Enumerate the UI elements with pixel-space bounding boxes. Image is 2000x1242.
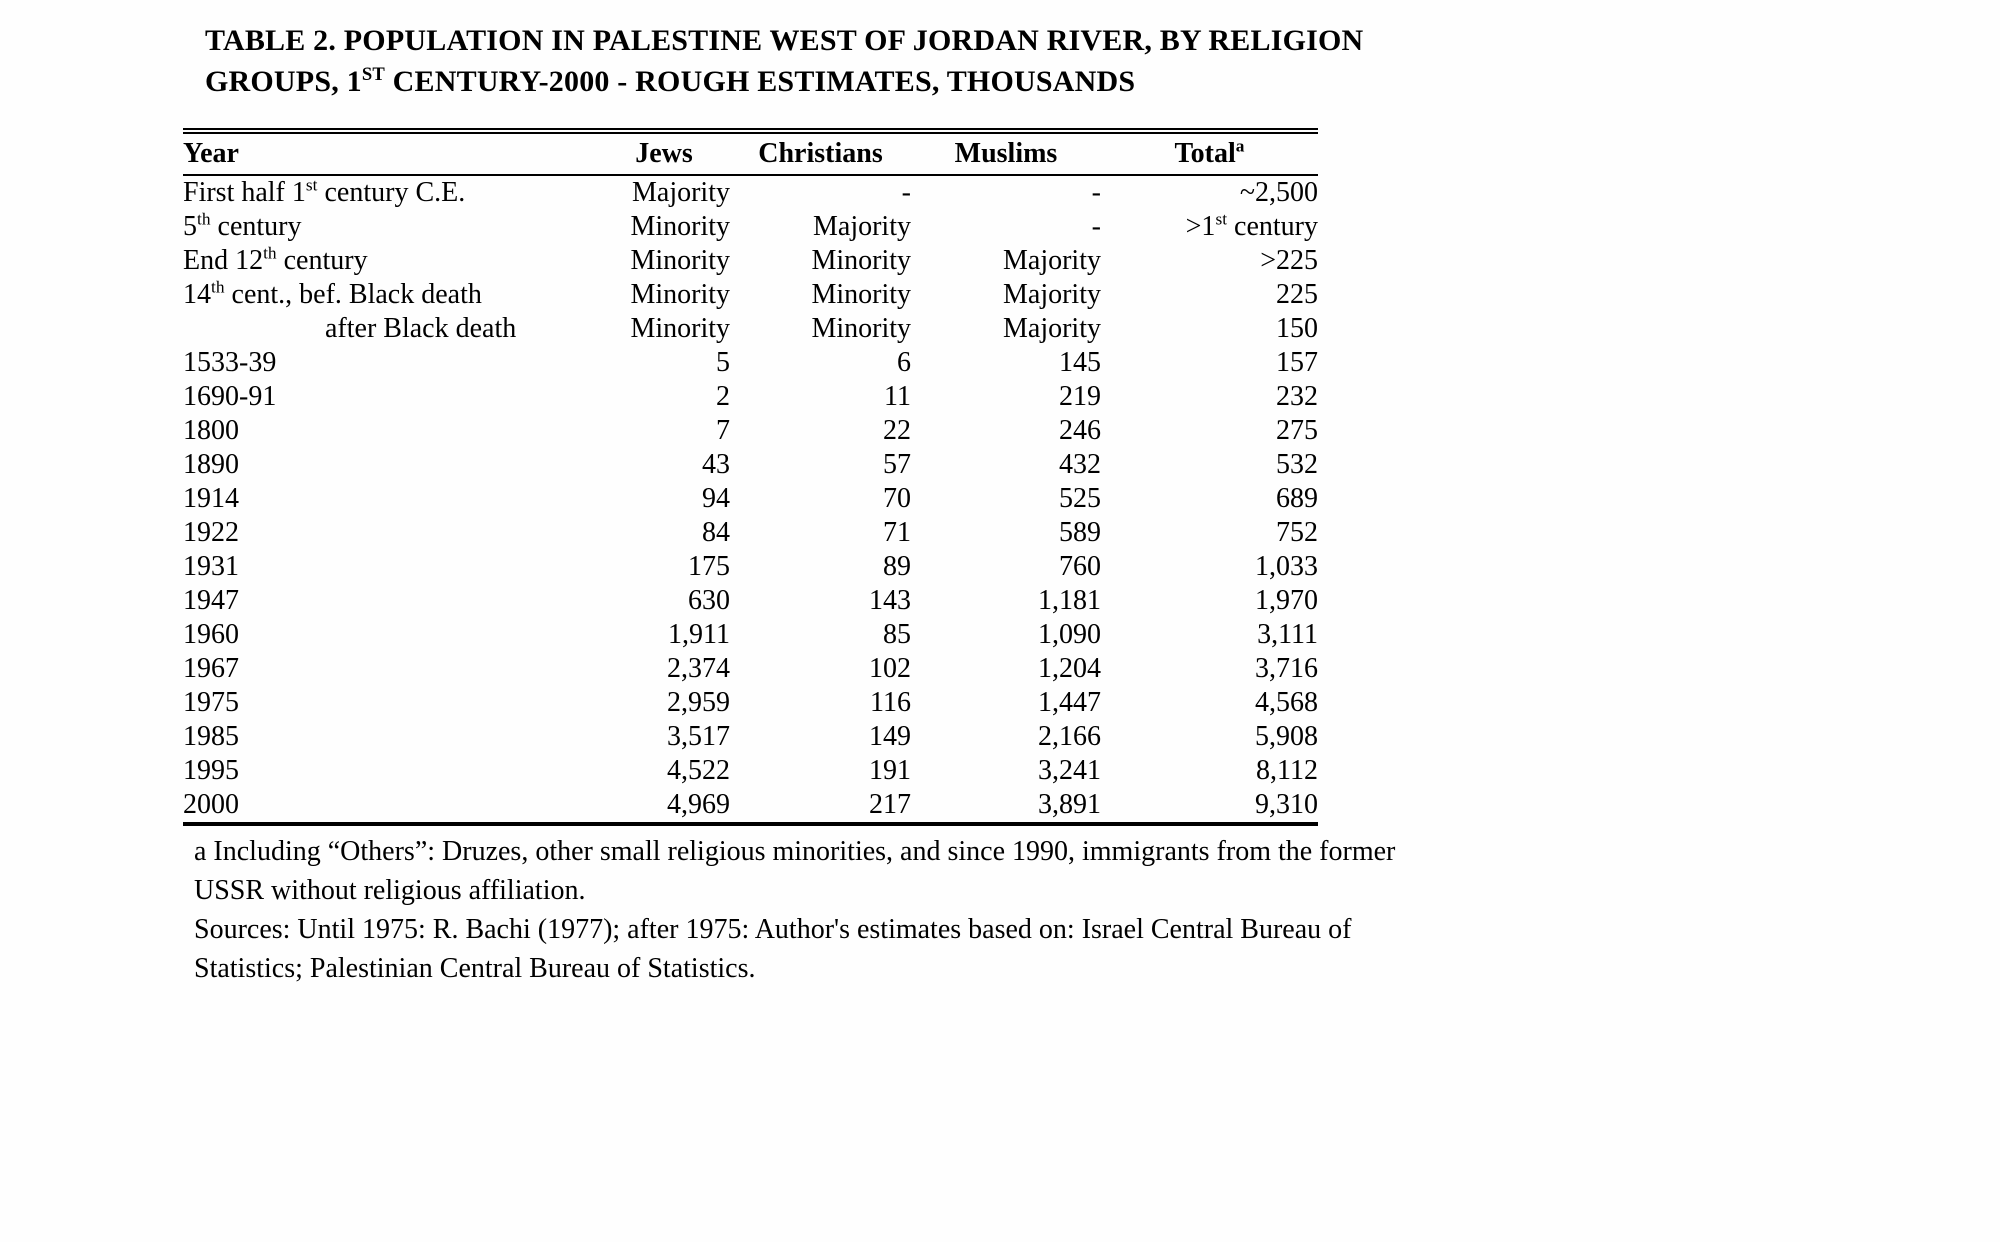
year-cell: End 12th century xyxy=(183,243,368,276)
christians-cell: 191 xyxy=(869,755,911,786)
jews-cell: Majority xyxy=(632,177,730,208)
col-header-year: Year xyxy=(183,138,239,169)
christians-cell: - xyxy=(901,177,911,208)
year-cell: 1922 xyxy=(183,517,239,548)
table-row xyxy=(183,414,1318,448)
jews-cell: Minority xyxy=(630,279,730,310)
total-cell: 232 xyxy=(1276,381,1318,412)
total-cell: >1st century xyxy=(1185,209,1318,242)
total-cell: 275 xyxy=(1276,415,1318,446)
christians-cell: Majority xyxy=(813,211,911,242)
jews-cell: 2 xyxy=(716,381,730,412)
table-row xyxy=(183,652,1318,686)
muslims-cell: 1,181 xyxy=(1038,585,1101,616)
population-table xyxy=(183,128,1318,826)
table-row xyxy=(183,584,1318,618)
total-cell: 9,310 xyxy=(1255,789,1318,820)
jews-cell: 7 xyxy=(716,415,730,446)
year-cell: after Black death xyxy=(325,313,517,344)
muslims-cell: 3,241 xyxy=(1038,755,1101,786)
table-row xyxy=(183,516,1318,550)
table-row xyxy=(183,618,1318,652)
christians-cell: 89 xyxy=(883,551,911,582)
muslims-cell: - xyxy=(1091,177,1101,208)
muslims-cell: 3,891 xyxy=(1038,789,1101,820)
total-cell: 3,111 xyxy=(1257,619,1318,650)
total-cell: 1,033 xyxy=(1255,551,1318,582)
total-cell: 532 xyxy=(1276,449,1318,480)
total-cell: 8,112 xyxy=(1256,755,1318,786)
jews-cell: 2,959 xyxy=(667,687,730,718)
jews-cell: 175 xyxy=(688,551,730,582)
year-cell: 1533-39 xyxy=(183,347,277,378)
jews-cell: 5 xyxy=(716,347,730,378)
table-row xyxy=(183,346,1318,380)
christians-cell: 85 xyxy=(883,619,911,650)
jews-cell: 3,517 xyxy=(667,721,730,752)
muslims-cell: Majority xyxy=(1003,245,1101,276)
christians-cell: Minority xyxy=(811,245,911,276)
muslims-cell: 1,447 xyxy=(1038,687,1101,718)
table-row xyxy=(183,686,1318,720)
footnotes-block xyxy=(194,832,1439,988)
year-cell: 2000 xyxy=(183,789,239,820)
total-cell: 150 xyxy=(1276,313,1318,344)
christians-cell: 11 xyxy=(884,381,911,412)
table-row xyxy=(183,788,1318,824)
christians-cell: 143 xyxy=(869,585,911,616)
table-row xyxy=(183,175,1318,210)
total-cell: 3,716 xyxy=(1255,653,1318,684)
year-cell: 1967 xyxy=(183,653,239,684)
table-row xyxy=(183,550,1318,584)
jews-cell: 94 xyxy=(702,483,730,514)
muslims-cell: 525 xyxy=(1059,483,1101,514)
year-cell: 1690-91 xyxy=(183,381,277,412)
col-header-muslims: Muslims xyxy=(954,138,1058,169)
year-cell: 1800 xyxy=(183,415,239,446)
christians-cell: 102 xyxy=(869,653,911,684)
col-header-total: Total$^a$ xyxy=(1174,136,1245,169)
muslims-cell: 219 xyxy=(1059,381,1101,412)
jews-cell: 4,969 xyxy=(667,789,730,820)
table-row xyxy=(183,754,1318,788)
total-cell: 689 xyxy=(1276,483,1318,514)
christians-cell: Minority xyxy=(811,279,911,310)
table-row xyxy=(183,720,1318,754)
total-cell: ~2,500 xyxy=(1239,177,1318,208)
table-title: TABLE 2. POPULATION IN PALESTINE WEST OF JORDAN RIVER, BY RELIGION GROUPS, 1ST CENTURY-2000 - ROUGH ESTIMATES, THOUSANDS xyxy=(205,24,1364,98)
muslims-cell: Majority xyxy=(1003,313,1101,344)
total-cell: 225 xyxy=(1276,279,1318,310)
col-header-jews: Jews xyxy=(635,138,693,169)
jews-cell: 43 xyxy=(702,449,730,480)
muslims-cell: 2,166 xyxy=(1038,721,1101,752)
muslims-cell: 145 xyxy=(1059,347,1101,378)
total-cell: 752 xyxy=(1276,517,1318,548)
jews-cell: Minority xyxy=(630,211,730,242)
muslims-cell: 1,090 xyxy=(1038,619,1101,650)
christians-cell: 6 xyxy=(897,347,911,378)
header-row xyxy=(183,131,1318,175)
table-row xyxy=(183,210,1318,244)
jews-cell: Minority xyxy=(630,245,730,276)
table-row xyxy=(183,278,1318,312)
col-header-christians: Christians xyxy=(758,138,883,169)
footnote-a: a Including “Others”: Druzes, other small religious minorities, and since 1990, immigrants from the former USSR without religious affiliation. xyxy=(194,836,1396,906)
year-cell: 5th century xyxy=(183,209,302,242)
muslims-cell: Majority xyxy=(1003,279,1101,310)
total-cell: >225 xyxy=(1260,245,1318,276)
year-cell: 1931 xyxy=(183,551,239,582)
table-row xyxy=(183,448,1318,482)
year-cell: 1914 xyxy=(183,483,239,514)
year-cell: 14th cent., bef. Black death xyxy=(183,277,482,310)
year-cell: 1890 xyxy=(183,449,239,480)
jews-cell: 630 xyxy=(688,585,730,616)
table-row xyxy=(183,482,1318,516)
table-row xyxy=(183,312,1318,346)
total-cell: 4,568 xyxy=(1255,687,1318,718)
year-cell: 1960 xyxy=(183,619,239,650)
christians-cell: 116 xyxy=(870,687,911,718)
jews-cell: 4,522 xyxy=(667,755,730,786)
christians-cell: 217 xyxy=(869,789,911,820)
muslims-cell: 246 xyxy=(1059,415,1101,446)
year-cell: 1985 xyxy=(183,721,239,752)
muslims-cell: - xyxy=(1091,211,1101,242)
muslims-cell: 1,204 xyxy=(1038,653,1101,684)
year-cell: 1947 xyxy=(183,585,239,616)
year-cell: 1975 xyxy=(183,687,239,718)
jews-cell: 1,911 xyxy=(668,619,730,650)
total-cell: 1,970 xyxy=(1255,585,1318,616)
christians-cell: 149 xyxy=(869,721,911,752)
year-cell: 1995 xyxy=(183,755,239,786)
christians-cell: 57 xyxy=(883,449,911,480)
christians-cell: 22 xyxy=(883,415,911,446)
muslims-cell: 760 xyxy=(1059,551,1101,582)
muslims-cell: 589 xyxy=(1059,517,1101,548)
year-cell: First half 1st century C.E. xyxy=(183,175,466,208)
sources-note: Sources: Until 1975: R. Bachi (1977); after 1975: Author's estimates based on: Israel Central Bureau of Statistics; Palestinian Central Bureau of Statistics. xyxy=(194,914,1352,984)
jews-cell: 2,374 xyxy=(667,653,730,684)
total-cell: 157 xyxy=(1276,347,1318,378)
christians-cell: 71 xyxy=(883,517,911,548)
total-cell: 5,908 xyxy=(1255,721,1318,752)
jews-cell: Minority xyxy=(630,313,730,344)
christians-cell: 70 xyxy=(883,483,911,514)
table-row xyxy=(183,380,1318,414)
muslims-cell: 432 xyxy=(1059,449,1101,480)
table-row xyxy=(183,244,1318,278)
christians-cell: Minority xyxy=(811,313,911,344)
jews-cell: 84 xyxy=(702,517,730,548)
